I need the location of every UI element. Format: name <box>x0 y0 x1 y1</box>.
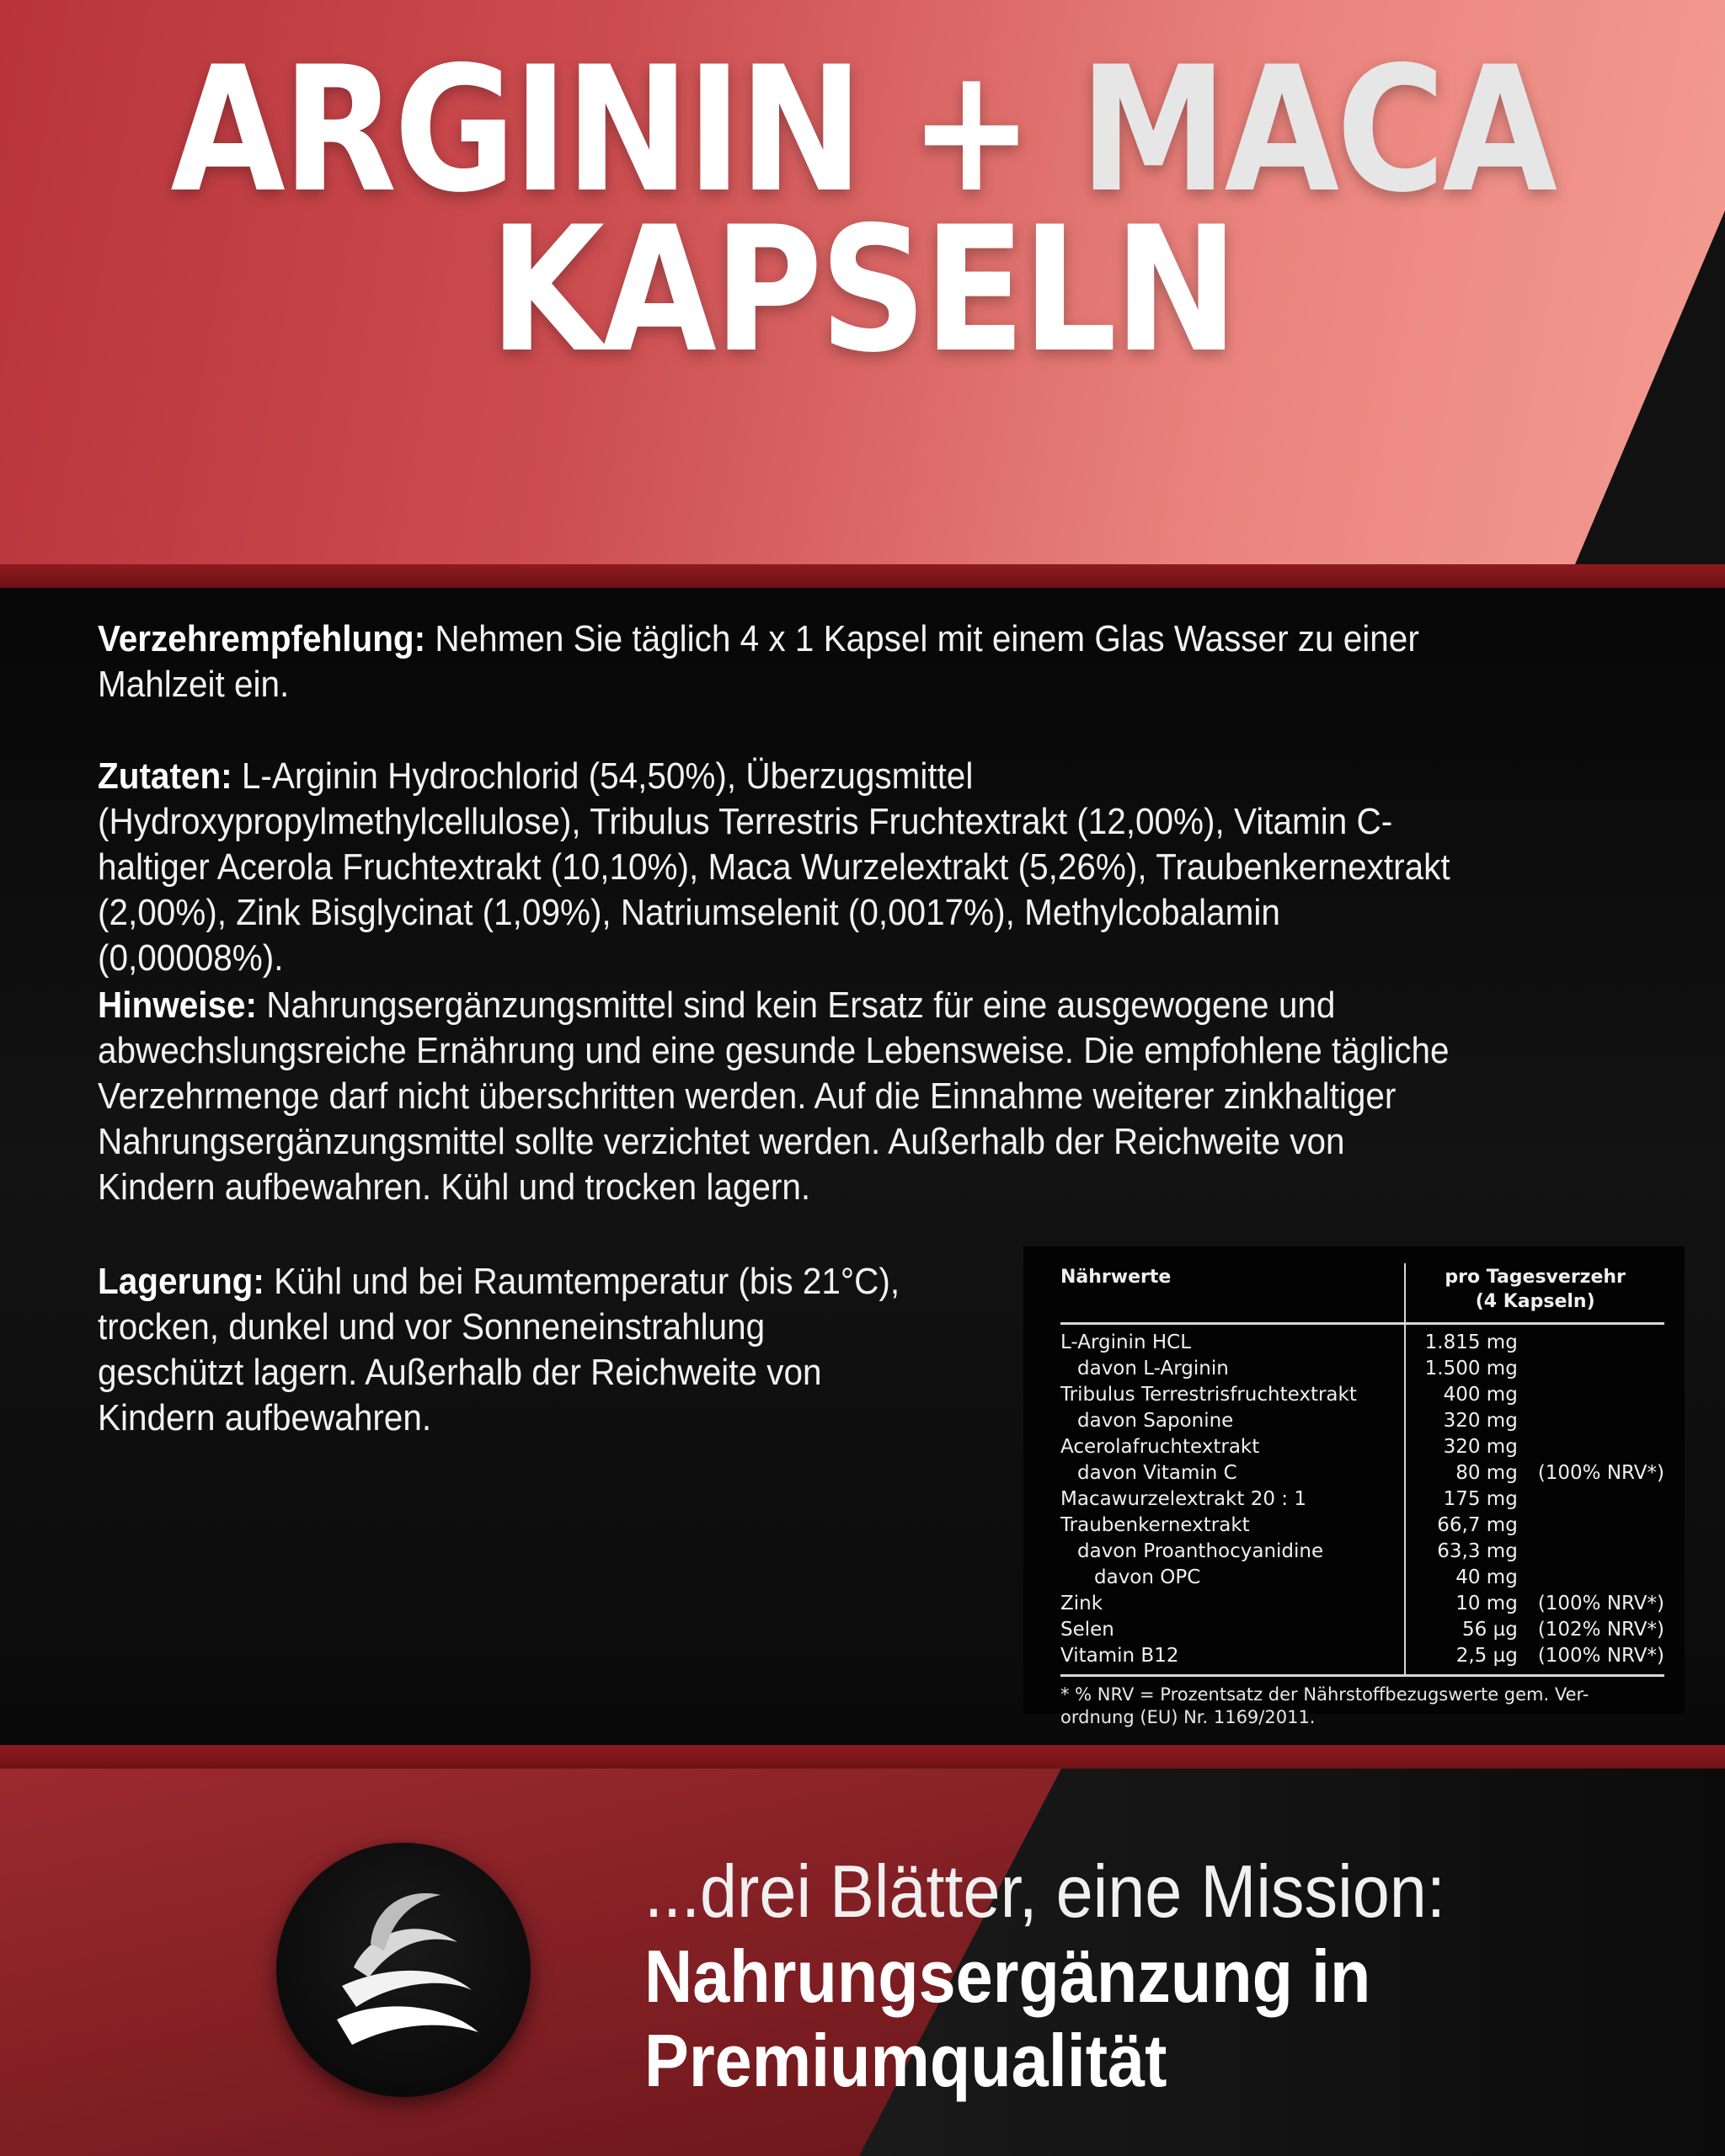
nutrition-row <box>1060 1356 1664 1382</box>
notes-label: Hinweise: <box>98 985 257 1026</box>
title-maca: MACA <box>1079 30 1555 231</box>
storage-label: Lagerung: <box>98 1261 264 1302</box>
nutrient-value: 400 mg <box>1405 1382 1525 1408</box>
nutrient-name: davon Vitamin C <box>1077 1462 1237 1484</box>
nutrition-row <box>1060 1408 1664 1434</box>
nutrition-row <box>1060 1486 1664 1513</box>
nutrient-value: 2,5 µg <box>1405 1643 1525 1676</box>
storage-text: Kühl und bei Raumtemperatur (bis 21°C), trocken, dunkel und vor Sonneneinstrahlung geschützt lagern. Außerhalb der Reichweite von Kindern aufbewahren. <box>98 1261 900 1438</box>
nutrition-footnote <box>1060 1684 1664 1729</box>
nutrient-nrv <box>1526 1513 1664 1539</box>
nutrient-nrv <box>1526 1356 1664 1382</box>
bottom-divider-band <box>0 1745 1725 1769</box>
nutrition-header-name: Nährwerte <box>1060 1263 1405 1324</box>
nutrient-nrv <box>1526 1434 1664 1460</box>
three-leaves-logo-icon <box>276 1843 531 2097</box>
nutrient-name: Zink <box>1060 1593 1103 1614</box>
nutrition-row <box>1060 1460 1664 1486</box>
title-line-1 <box>120 30 1604 231</box>
nutrition-row <box>1060 1643 1664 1676</box>
nutrient-value: 40 mg <box>1405 1565 1525 1591</box>
nutrient-nrv <box>1526 1408 1664 1434</box>
nutrient-name: davon Saponine <box>1077 1410 1234 1432</box>
nutrient-nrv <box>1526 1539 1664 1565</box>
nutrition-header-value-line1: pro Tagesverzehr <box>1445 1267 1626 1288</box>
nutrition-row <box>1060 1565 1664 1591</box>
tagline-line-3: Premiumqualität <box>644 2019 1167 2102</box>
notes-text: Nahrungsergänzungsmittel sind kein Ersatz für eine ausgewogene und abwechslungsreiche Ernährung und eine gesunde Lebensweise. Die empfohlene tägliche Verzehrmenge darf nicht überschritten werden. Auf die Einnahme weiterer zinkhaltiger Nahrungsergänzungsmittel sollte verzichtet werden. Außerhalb der Reichweite von Kindern aufbewahren. Kühl und trocken lagern. <box>98 985 1450 1208</box>
nutrient-name: Traubenkernextrakt <box>1060 1514 1250 1536</box>
footer-banner <box>0 1769 1725 2156</box>
nutrient-name: Vitamin B12 <box>1060 1643 1405 1676</box>
nutrient-name: Macawurzelextrakt 20 : 1 <box>1060 1488 1306 1510</box>
nutrient-nrv <box>1526 1382 1664 1408</box>
nutrient-nrv: (100% NRV*) <box>1526 1643 1664 1676</box>
title-line-2: KAPSELN <box>489 190 1236 391</box>
nutrient-name: L-Arginin HCL <box>1060 1331 1192 1353</box>
nutrient-nrv <box>1526 1486 1664 1513</box>
info-panel <box>0 588 1725 1745</box>
header-banner <box>0 0 1725 564</box>
nutrient-name: davon L-Arginin <box>1077 1358 1229 1380</box>
nutrient-value: 320 mg <box>1405 1408 1525 1434</box>
ingredients <box>98 754 1461 981</box>
nutrient-name: Selen <box>1060 1619 1114 1641</box>
consumption-label: Verzehrempfehlung: <box>98 618 426 659</box>
nutrient-nrv: (100% NRV*) <box>1537 1462 1664 1484</box>
nutrient-value: 56 µg <box>1405 1617 1525 1643</box>
ingredients-text: L-Arginin Hydrochlorid (54,50%), Überzugsmittel (Hydroxypropylmethylcellulose), Tribulus Terrestris Fruchtextrakt (12,00%), Vitamin C-haltiger Acerola Fruchtextrakt (10,10%), Maca Wurzelextrakt (5,26%), Traubenkernextrakt (2,00%), Zink Bisglycinat (1,09%), Natriumselenit (0,0017%), Methylcobalamin (0,00008%). <box>98 755 1450 979</box>
notes <box>98 983 1461 1210</box>
nutrition-row <box>1060 1324 1664 1357</box>
nutrition-header-value <box>1405 1263 1664 1324</box>
nutrient-value: 63,3 mg <box>1405 1539 1525 1565</box>
storage <box>98 1259 904 1441</box>
nutrition-header-value-line2: (4 Kapseln) <box>1475 1291 1595 1312</box>
page-title <box>120 30 1604 391</box>
tagline-line-2: Nahrungsergänzung in <box>644 1935 1371 2018</box>
nutrition-row <box>1060 1617 1664 1643</box>
nutrient-value: 1.500 mg <box>1405 1356 1525 1382</box>
nutrition-row <box>1060 1591 1664 1617</box>
nutrient-name: davon OPC <box>1094 1566 1201 1588</box>
top-divider-band <box>0 564 1725 588</box>
nutrient-name: Tribulus Terrestrisfruchtextrakt <box>1060 1384 1357 1406</box>
tagline-line-1: ...drei Blätter, eine Mission: <box>644 1849 1445 1933</box>
nutrition-row <box>1060 1382 1664 1408</box>
nutrient-nrv: (100% NRV*) <box>1537 1593 1664 1614</box>
nutrient-value: 175 mg <box>1405 1486 1525 1513</box>
nutrient-name: Acerolafruchtextrakt <box>1060 1436 1260 1458</box>
consumption-text: Nehmen Sie täglich 4 x 1 Kapsel mit einem Glas Wasser zu einer Mahlzeit ein. <box>98 618 1419 705</box>
nutrient-nrv <box>1526 1324 1664 1357</box>
nutrient-value: 66,7 mg <box>1405 1513 1525 1539</box>
nutrition-row <box>1060 1434 1664 1460</box>
nutrition-row <box>1060 1513 1664 1539</box>
nutrient-value: 320 mg <box>1405 1434 1525 1460</box>
nutrient-value: 80 mg <box>1405 1460 1525 1486</box>
title-arginin: ARGININ + <box>170 30 1080 231</box>
consumption-recommendation <box>98 616 1461 707</box>
nutrition-footnote-line2: ordnung (EU) Nr. 1169/2011. <box>1060 1707 1316 1727</box>
nutrition-footnote-line1: * % NRV = Prozentsatz der Nährstoffbezugswerte gem. Ver- <box>1060 1684 1589 1705</box>
nutrient-value: 1.815 mg <box>1405 1324 1525 1357</box>
nutrition-table <box>1023 1246 1685 1727</box>
nutrient-nrv <box>1526 1565 1664 1591</box>
ingredients-label: Zutaten: <box>98 755 232 797</box>
nutrition-row <box>1060 1539 1664 1565</box>
nutrient-nrv: (102% NRV*) <box>1537 1619 1664 1641</box>
tagline <box>644 1849 1584 2103</box>
nutrient-value: 10 mg <box>1405 1591 1525 1617</box>
nutrient-name: davon Proanthocyanidine <box>1077 1540 1324 1562</box>
